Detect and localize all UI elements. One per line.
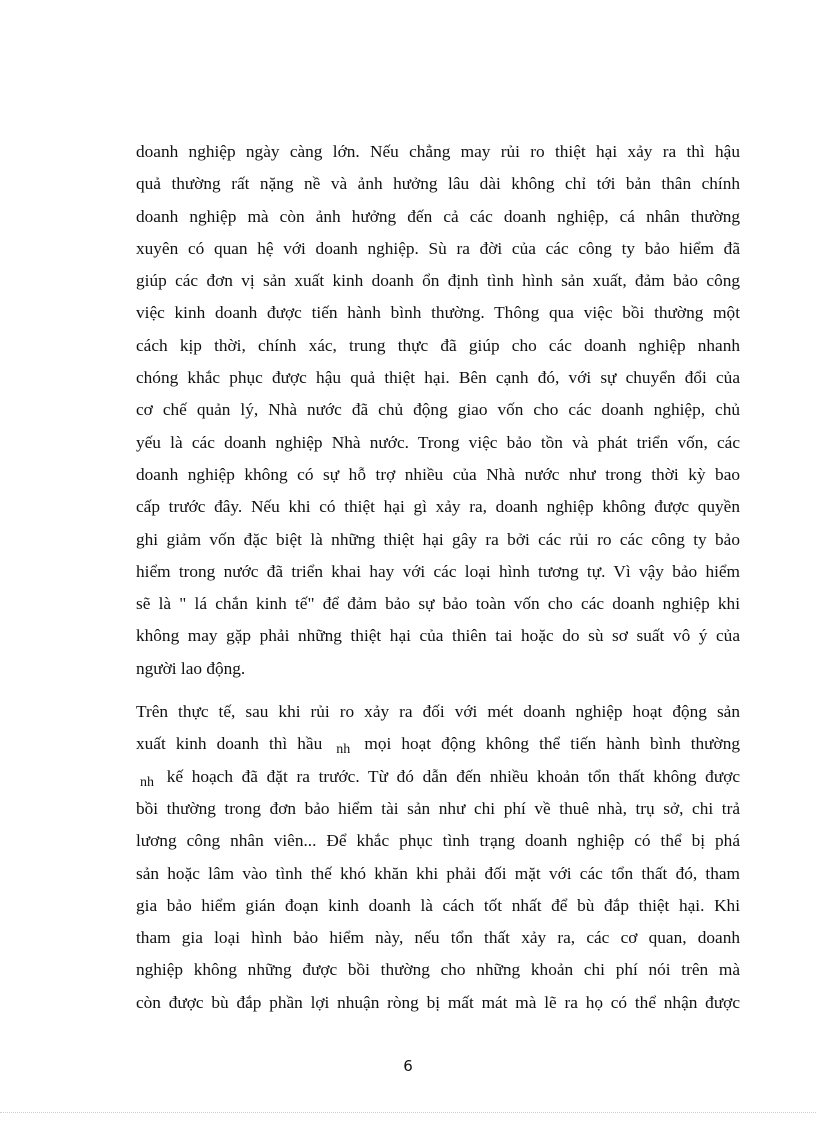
paragraph-1 — [136, 136, 740, 685]
text-line — [136, 761, 740, 793]
text-line: yếu là các doanh nghiệp Nhà nước. Trong việc bảo tồn và phát triển vốn, các — [136, 432, 740, 452]
text-line: nghiệp không những được bồi thường cho những khoản chi phí nói trên mà — [136, 960, 740, 980]
text-line: doanh nghiệp không có sự hỗ trợ nhiều của Nhà nước như trong thời kỳ bao — [136, 464, 740, 484]
text-line: chóng khắc phục được hậu quả thiệt hại. Bên cạnh đó, với sự chuyển đổi của — [136, 368, 740, 388]
body-text — [136, 136, 740, 1019]
text-line: cơ chế quản lý, Nhà nước đã chủ động giao vốn cho các doanh nghiệp, chủ — [136, 400, 740, 420]
paragraph-2 — [136, 696, 740, 1019]
text-line: xuyên có quan hệ với doanh nghiệp. Sù ra đời của các công ty bảo hiểm đã — [136, 238, 740, 258]
text-fragment: kế hoạch đã đặt ra trước. Từ đó dẫn đến nhiều khoản tổn thất không được — [166, 766, 740, 786]
small-text-fragment: nh — [140, 774, 154, 790]
page-number: 6 — [403, 1057, 413, 1075]
text-line: bồi thường trong đơn bảo hiểm tài sản như chi phí về thuê nhà, trụ sở, chi trả — [136, 798, 740, 818]
text-line: việc kinh doanh được tiến hành bình thường. Thông qua việc bồi thường một — [136, 303, 740, 323]
page-bottom-divider — [0, 1112, 816, 1113]
text-line: người lao động. — [136, 658, 246, 678]
text-line: không may gặp phải những thiệt hại của thiên tai hoặc do sù sơ suất vô ý của — [136, 626, 740, 646]
text-line: giúp các đơn vị sản xuất kinh doanh ổn định tình hình sản xuất, đảm bảo công — [136, 271, 740, 291]
text-line: ghi giảm vốn đặc biệt là những thiệt hại gây ra bởi các rủi ro các công ty bảo — [136, 529, 740, 549]
text-line — [136, 728, 740, 760]
text-line: cấp trước đây. Nếu khi có thiệt hại gì xảy ra, doanh nghiệp không được quyền — [136, 497, 740, 517]
text-line: hiểm trong nước đã triển khai hay với các loại hình tương tự. Vì vậy bảo hiểm — [136, 561, 740, 581]
text-line: quả thường rất nặng nề và ảnh hưởng lâu dài không chỉ tới bản thân chính — [136, 174, 740, 194]
text-line: doanh nghiệp mà còn ảnh hưởng đến cả các doanh nghiệp, cá nhân thường — [136, 206, 740, 226]
text-line: Trên thực tế, sau khi rủi ro xảy ra đối với mét doanh nghiệp hoạt động sản — [136, 702, 740, 722]
text-fragment: xuất kinh doanh thì hầu — [136, 734, 323, 754]
text-line: gia bảo hiểm gián đoạn kinh doanh là cách tốt nhất để bù đắp thiệt hại. Khi — [136, 895, 740, 915]
text-line: sản hoặc lâm vào tình thế khó khăn khi phải đối mặt với các tổn thất đó, tham — [136, 863, 740, 883]
text-fragment: mọi hoạt động không thể tiến hành bình thường — [364, 734, 740, 754]
text-line: còn được bù đắp phần lợi nhuận ròng bị mất mát mà lẽ ra họ có thể nhận được — [136, 992, 740, 1012]
text-line: lương công nhân viên... Để khắc phục tình trạng doanh nghiệp có thể bị phá — [136, 831, 740, 851]
text-line: tham gia loại hình bảo hiểm này, nếu tổn thất xảy ra, các cơ quan, doanh — [136, 928, 740, 948]
small-text-fragment: nh — [336, 742, 351, 758]
text-line: doanh nghiệp ngày càng lớn. Nếu chẳng may rủi ro thiệt hại xảy ra thì hậu — [136, 142, 740, 161]
text-line: sẽ là " lá chắn kinh tế" để đảm bảo sự bảo toàn vốn cho các doanh nghiệp khi — [136, 594, 740, 614]
text-line: cách kịp thời, chính xác, trung thực đã giúp cho các doanh nghiệp nhanh — [136, 335, 740, 355]
